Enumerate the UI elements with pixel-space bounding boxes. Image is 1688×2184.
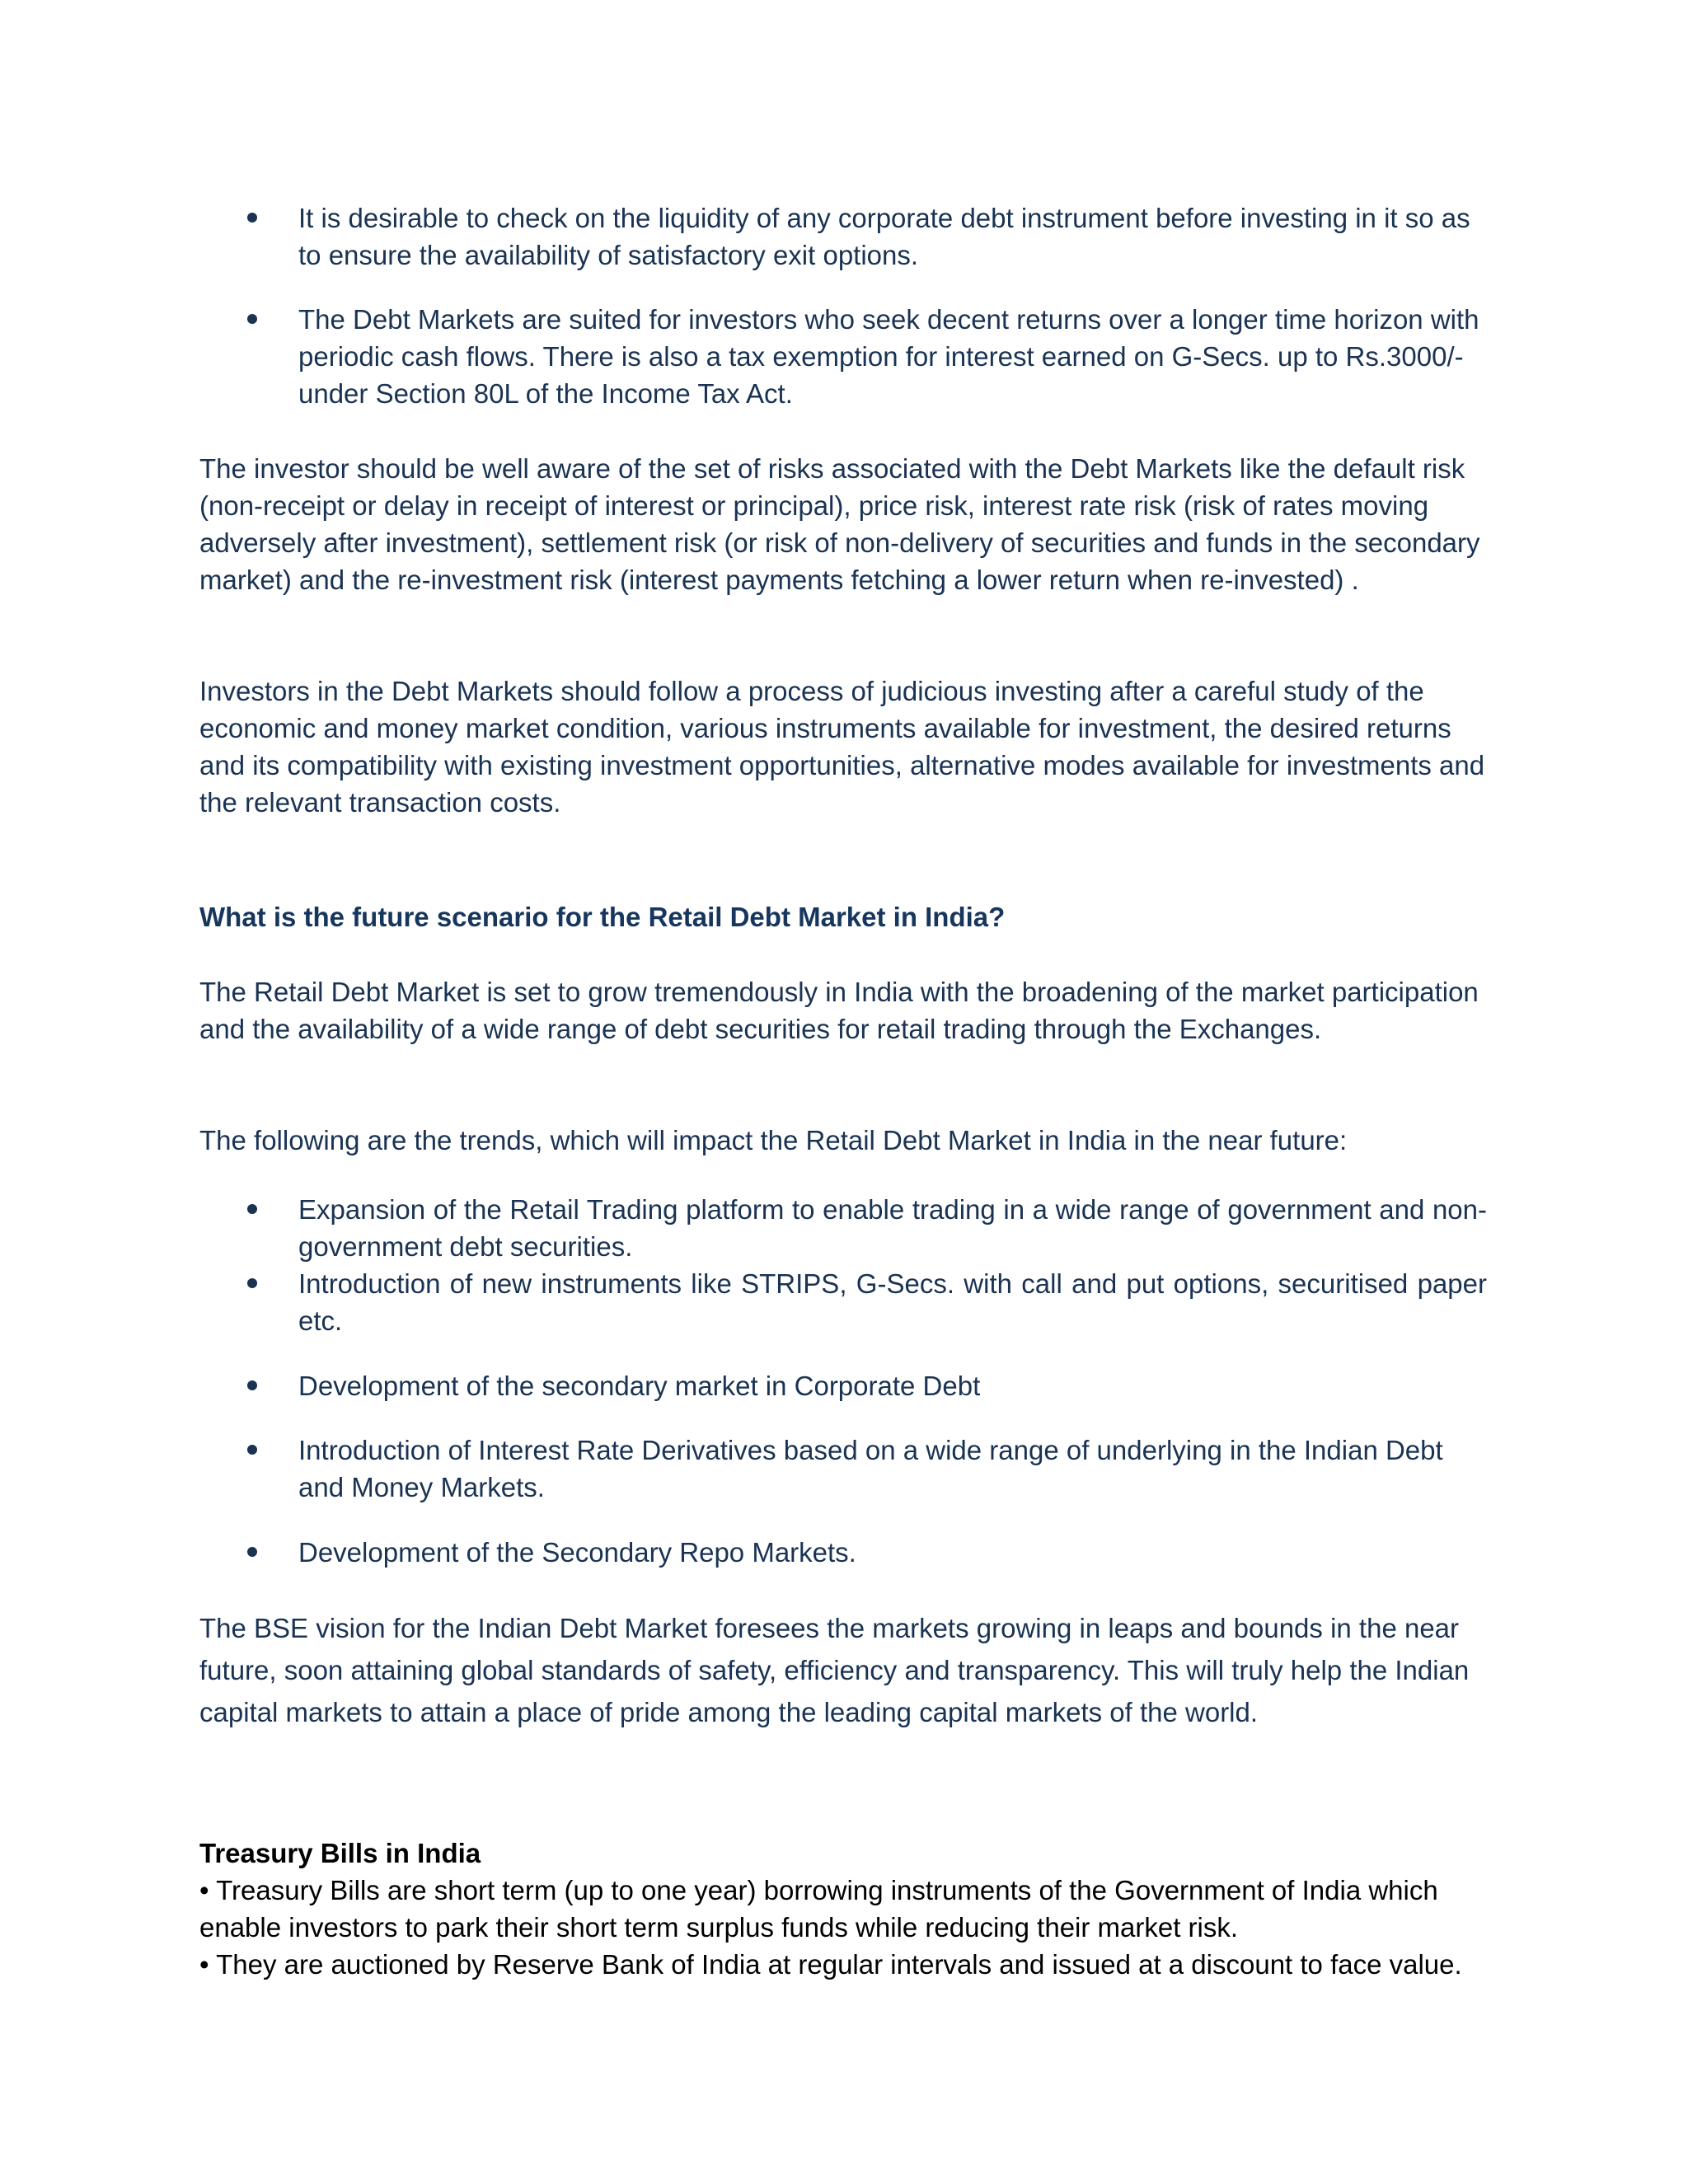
paragraph-investors: Investors in the Debt Markets should follow a process of judicious investing after a careful study of the economic and money market condition, various instruments available for investment, the desired returns and its compatibility with existing investment opportunities, alternative modes available for investments and the relevant transaction costs. xyxy=(199,676,1485,818)
bullet-text: Development of the Secondary Repo Markets. xyxy=(298,1537,856,1568)
paragraph-bse-vision: The BSE vision for the Indian Debt Market foresees the markets growing in leaps and bounds in the near future, soon attaining global standards of safety, efficiency and transparency. This will truly help the Indian capital markets to attain a place of pride among the leading capital markets of the world. xyxy=(199,1613,1470,1727)
section-heading-treasury-bills: Treasury Bills in India xyxy=(199,1838,481,1868)
bullet-text: Introduction of Interest Rate Derivatives based on a wide range of underlying in the Indian Debt and Money Markets. xyxy=(298,1435,1443,1502)
treasury-bills-line: • Treasury Bills are short term (up to one year) borrowing instruments of the Government of India which enable investors to park their short term surplus funds while reducing their market risk. xyxy=(199,1875,1438,1943)
bullet-text: Development of the secondary market in Corporate Debt xyxy=(298,1371,981,1401)
bullet-icon xyxy=(247,1380,257,1390)
treasury-bills-line: • They are auctioned by Reserve Bank of India at regular intervals and issued at a discount to face value. xyxy=(199,1949,1462,1980)
bullet-text: The Debt Markets are suited for investors who seek decent returns over a longer time horizon with periodic cash flows. There is also a tax exemption for interest earned on G-Secs. up to Rs.3000/- under Section 80L of the Income Tax Act. xyxy=(298,304,1479,409)
bullet-icon xyxy=(247,1445,257,1455)
paragraph-risks: The investor should be well aware of the set of risks associated with the Debt Markets like the default risk (non-receipt or delay in receipt of interest or principal), price risk, interest rate risk (risk of rates moving adversely after investment), settlement risk (or risk of non-delivery of securities and funds in the secondary market) and the re-investment risk (interest payments fetching a lower return when re-invested) . xyxy=(199,453,1480,595)
paragraph-trends-intro: The following are the trends, which will impact the Retail Debt Market in India in the near future: xyxy=(199,1125,1348,1155)
bullet-text: It is desirable to check on the liquidity of any corporate debt instrument before investing in it so as to ensure the availability of satisfactory exit options. xyxy=(298,203,1470,270)
bullet-icon xyxy=(247,1547,257,1557)
bullet-text: Expansion of the Retail Trading platform to enable trading in a wide range of government and non-government debt securities. xyxy=(298,1194,1487,1262)
bullet-icon xyxy=(247,314,257,324)
section-heading-future: What is the future scenario for the Retail Debt Market in India? xyxy=(199,902,1006,932)
bullet-icon xyxy=(247,1278,257,1288)
bullet-icon xyxy=(247,213,257,223)
bullet-icon xyxy=(247,1204,257,1214)
paragraph-retail: The Retail Debt Market is set to grow tremendously in India with the broadening of the market participation and the availability of a wide range of debt securities for retail trading through the Exchanges. xyxy=(199,977,1479,1044)
bullet-text: Introduction of new instruments like STRIPS, G-Secs. with call and put options, securitised paper etc. xyxy=(298,1268,1487,1336)
